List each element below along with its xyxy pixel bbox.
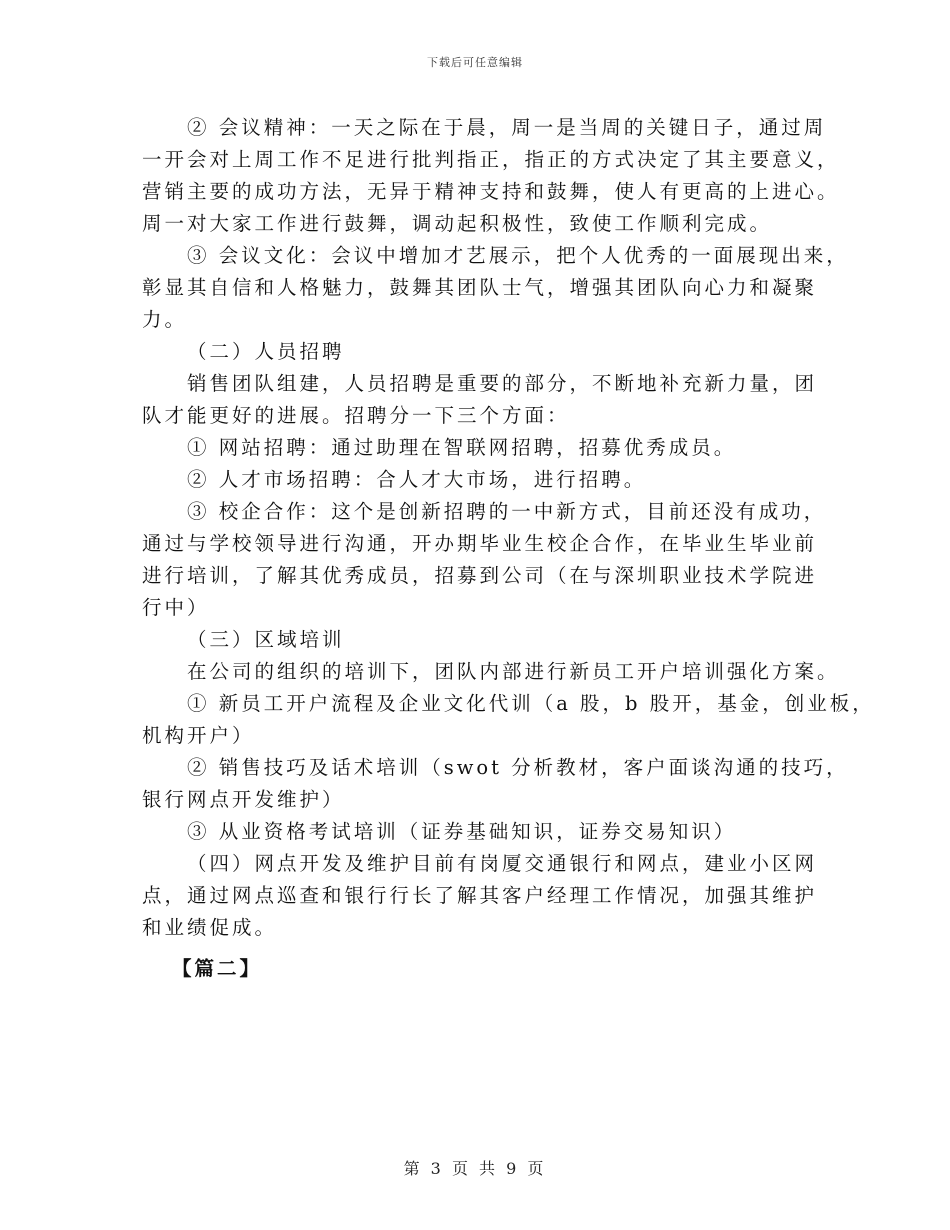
page-header-note: 下载后可任意编辑 bbox=[427, 56, 523, 69]
part-heading: 【篇二】 bbox=[172, 957, 263, 980]
paragraph-line: 营销主要的成功方法，无异于精神支持和鼓舞，使人有更高的上进心。 bbox=[142, 180, 840, 203]
section-heading: （四）网点开发及维护目前有岗厦交通银行和网点，建业小区网 bbox=[187, 852, 818, 875]
page-number-footer: 第 3 页 共 9 页 bbox=[403, 1159, 547, 1178]
paragraph-line: ② 销售技巧及话术培训（swot 分析教材，客户面谈沟通的技巧， bbox=[187, 756, 849, 779]
paragraph-line: 销售团队组建，人员招聘是重要的部分，不断地补充新力量，团 bbox=[187, 372, 818, 395]
section-heading: （三）区域培训 bbox=[187, 628, 345, 651]
paragraph-line: 通过与学校领导进行沟通，开办期毕业生校企合作，在毕业生毕业前 bbox=[142, 532, 818, 555]
paragraph-line: ③ 从业资格考试培训（证券基础知识，证券交易知识） bbox=[187, 820, 737, 843]
paragraph-line: 周一对大家工作进行鼓舞，调动起积极性，致使工作顺利完成。 bbox=[142, 212, 773, 235]
paragraph-line: 和业绩促成。 bbox=[142, 916, 278, 939]
paragraph-line: 力。 bbox=[142, 308, 188, 331]
paragraph-line: ② 人才市场招聘：合人才大市场，进行招聘。 bbox=[187, 468, 647, 491]
paragraph-line: 彰显其自信和人格魅力，鼓舞其团队士气，增强其团队向心力和凝聚 bbox=[142, 276, 818, 299]
paragraph-line: 机构开户） bbox=[142, 724, 255, 747]
paragraph-line: 一开会对上周工作不足进行批判指正，指正的方式决定了其主要意义， bbox=[142, 148, 840, 171]
paragraph-line: 点，通过网点巡查和银行行长了解其客户经理工作情况，加强其维护 bbox=[142, 884, 818, 907]
paragraph-line: ① 新员工开户流程及企业文化代训（a 股，b 股开，基金，创业板， bbox=[187, 692, 875, 715]
section-heading: （二）人员招聘 bbox=[187, 340, 345, 363]
paragraph-line: ② 会议精神：一天之际在于晨，周一是当周的关键日子，通过周 bbox=[187, 116, 827, 139]
paragraph-line: 在公司的组织的培训下，团队内部进行新员工开户培训强化方案。 bbox=[187, 660, 840, 683]
paragraph-line: 行中） bbox=[142, 596, 210, 619]
paragraph-line: ③ 会议文化：会议中增加才艺展示，把个人优秀的一面展现出来， bbox=[187, 244, 849, 267]
paragraph-line: 银行网点开发维护） bbox=[142, 788, 345, 811]
paragraph-line: 进行培训，了解其优秀成员，招募到公司（在与深圳职业技术学院进 bbox=[142, 564, 818, 587]
paragraph-line: ③ 校企合作：这个是创新招聘的一中新方式，目前还没有成功， bbox=[187, 500, 827, 523]
paragraph-line: ① 网站招聘：通过助理在智联网招聘，招募优秀成员。 bbox=[187, 436, 737, 459]
paragraph-line: 队才能更好的进展。招聘分一下三个方面： bbox=[142, 404, 570, 427]
document-body bbox=[142, 112, 875, 985]
